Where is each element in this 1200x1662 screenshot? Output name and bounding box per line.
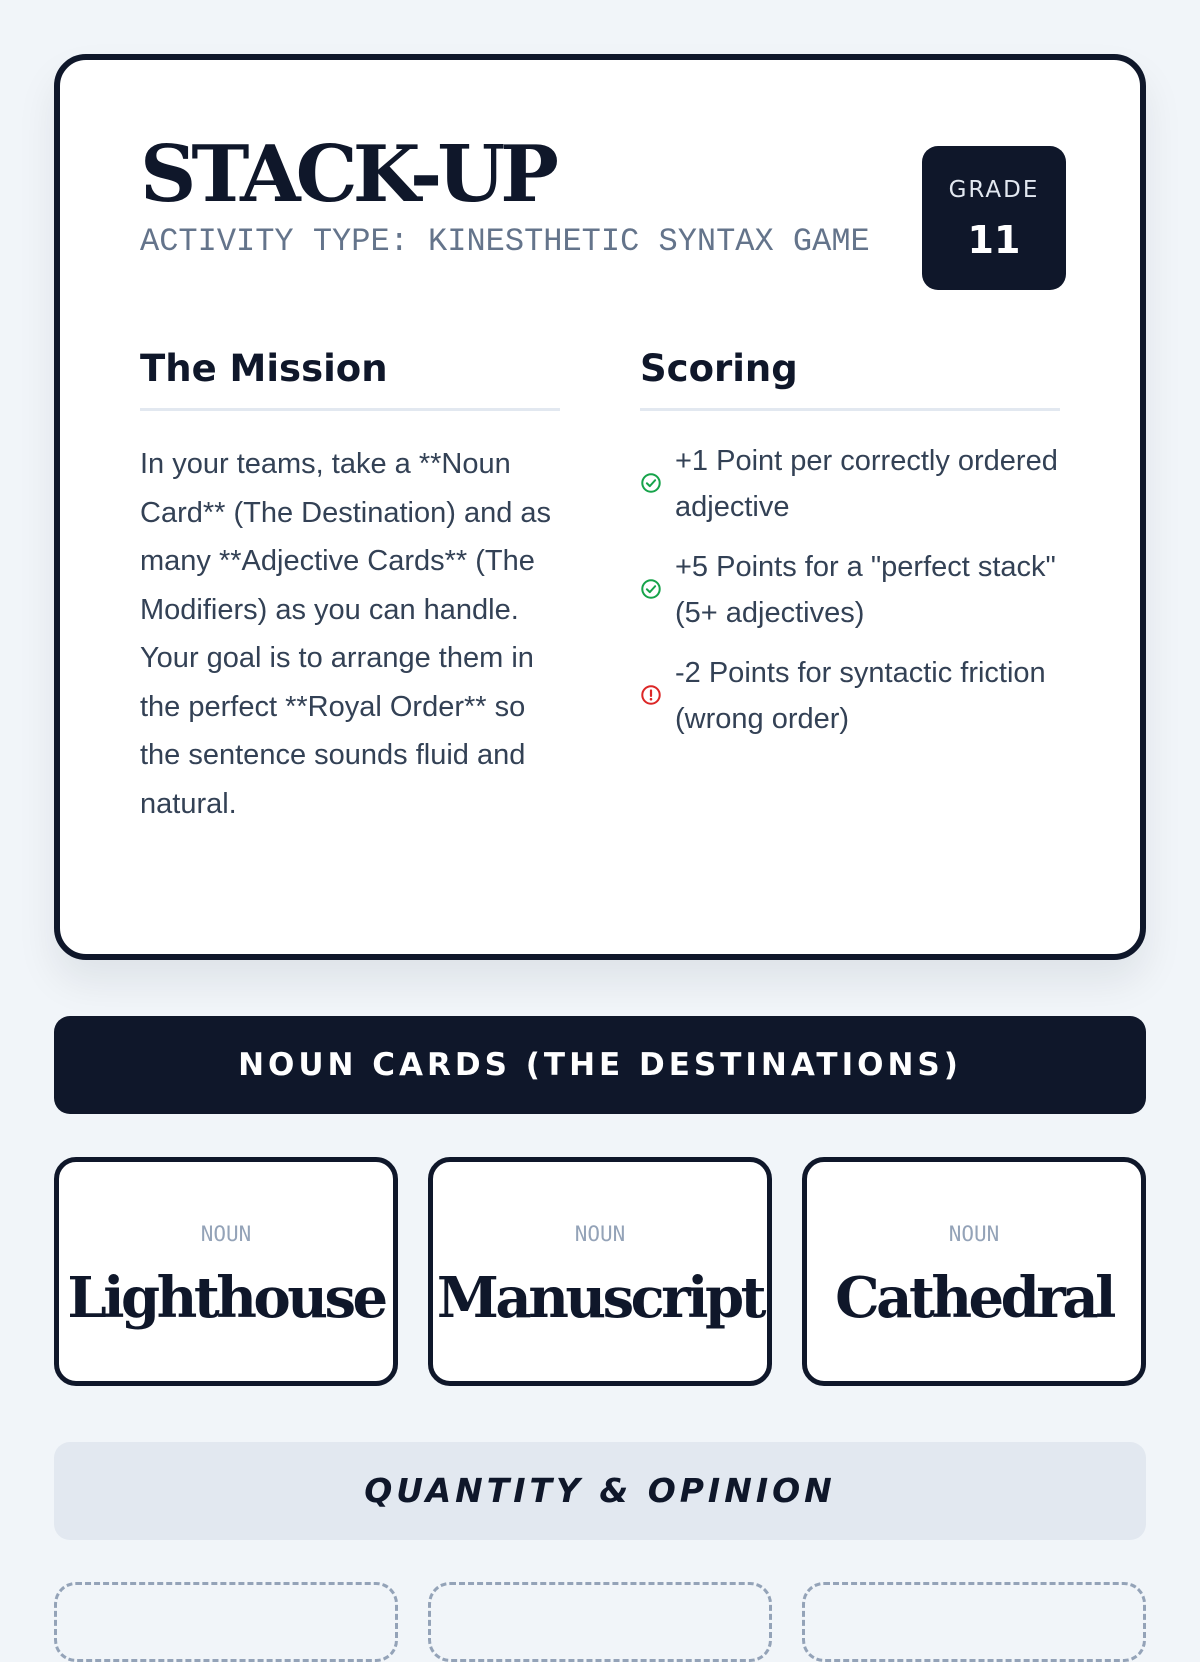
- noun-card-label: NOUN: [200, 1222, 252, 1246]
- noun-card-word: Lighthouse: [67, 1265, 385, 1331]
- adjective-card-slot[interactable]: [54, 1582, 398, 1662]
- page-title: STACK-UP: [140, 129, 554, 220]
- noun-card-label: NOUN: [574, 1222, 626, 1246]
- scoring-list: [640, 438, 1060, 756]
- check-circle-icon: [640, 578, 662, 600]
- scoring-heading: Scoring: [640, 347, 798, 390]
- adjective-card-slot[interactable]: [428, 1582, 772, 1662]
- activity-card: [54, 54, 1146, 960]
- scoring-item: [640, 544, 1060, 636]
- noun-card-word: Manuscript: [436, 1265, 764, 1331]
- check-circle-icon: [640, 472, 662, 494]
- grade-label: GRADE: [948, 177, 1040, 203]
- adjective-card-slot[interactable]: [802, 1582, 1146, 1662]
- activity-type-subtitle: ACTIVITY TYPE: KINESTHETIC SYNTAX GAME: [140, 223, 870, 260]
- adjective-category-header: QUANTITY & OPINION: [54, 1442, 1146, 1540]
- noun-card-word: Cathedral: [835, 1265, 1113, 1331]
- grade-value: 11: [967, 218, 1021, 262]
- grade-badge: [922, 146, 1066, 290]
- noun-card-manuscript[interactable]: [428, 1157, 772, 1386]
- noun-cards-header: NOUN CARDS (THE DESTINATIONS): [54, 1016, 1146, 1114]
- noun-card-label: NOUN: [948, 1222, 1000, 1246]
- noun-card-cathedral[interactable]: [802, 1157, 1146, 1386]
- noun-card-lighthouse[interactable]: [54, 1157, 398, 1386]
- scoring-item-text: +5 Points for a "perfect stack" (5+ adjectives): [675, 551, 1056, 629]
- alert-circle-icon: [640, 684, 662, 706]
- scoring-item: [640, 650, 1060, 742]
- mission-heading: The Mission: [140, 347, 388, 390]
- scoring-divider: [640, 408, 1060, 411]
- scoring-item-text: +1 Point per correctly ordered adjective: [675, 445, 1058, 523]
- mission-text: In your teams, take a **Noun Card** (The Destination) and as many **Adjective Cards** (The Modifiers) as you can handle. Your goal is to arrange them in the perfect **Royal Order** so the sentence sounds fluid and natural.: [140, 448, 552, 820]
- scoring-item: [640, 438, 1060, 530]
- scoring-item-text: -2 Points for syntactic friction (wrong order): [675, 657, 1046, 735]
- mission-divider: [140, 408, 560, 411]
